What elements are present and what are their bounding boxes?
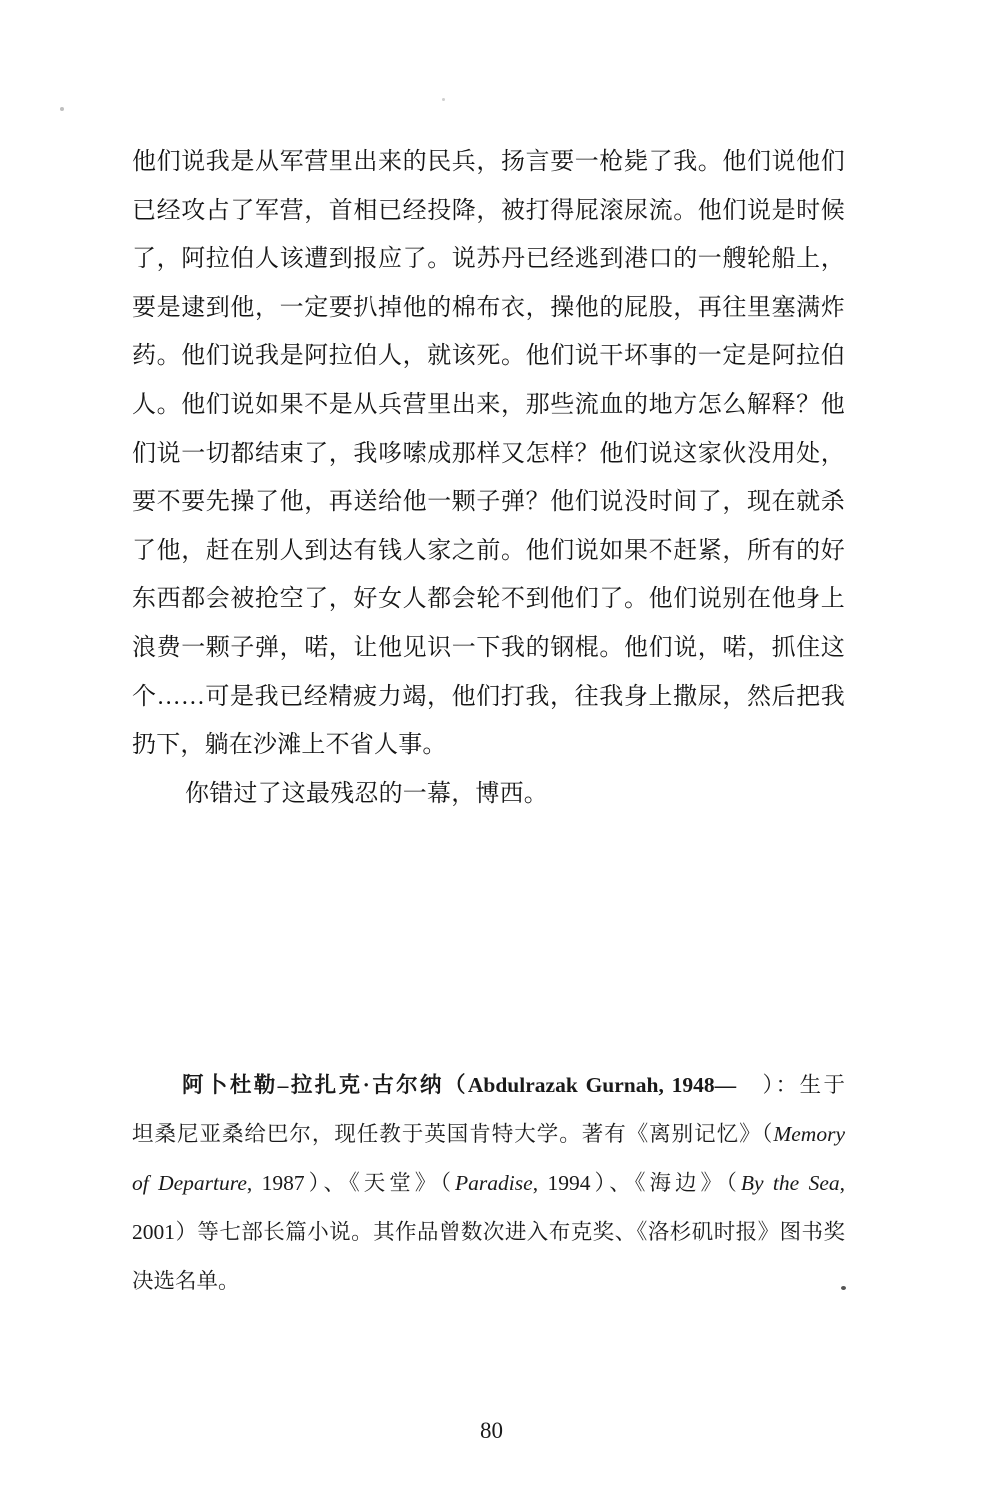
text-line: 要不要先操了他，再送给他一颗子弹？他们说没时间了，现在就杀 <box>132 489 845 516</box>
text-line: 浪费一颗子弹，喏，让他见识一下我的钢棍。他们说，喏，抓住这 <box>132 634 845 661</box>
text-line: 已经攻占了军营，首相已经投降，被打得屁滚尿流。他们说是时候 <box>132 197 845 224</box>
book-title-english: of Departure <box>132 1171 247 1195</box>
text-line: 东西都会被抢空了，好女人都会轮不到他们了。他们说别在他身上 <box>132 586 845 613</box>
page-number: 80 <box>480 1418 503 1443</box>
author-bio-block <box>132 1061 845 1306</box>
book-title-english: Paradise <box>455 1171 533 1195</box>
bio-line: 决选名单。 <box>132 1269 240 1293</box>
book-title-english: By the Sea <box>740 1171 840 1195</box>
text-line: 们说一切都结束了，我哆嗦成那样又怎样？他们说这家伙没用处， <box>132 440 845 467</box>
text-line: 了他，赶在别人到达有钱人家之前。他们说如果不赶紧，所有的好 <box>132 537 845 564</box>
text-line: 个……可是我已经精疲力竭，他们打我，往我身上撒尿，然后把我 <box>132 683 845 710</box>
text-line: 人。他们说如果不是从兵营里出来，那些流血的地方怎么解释？他 <box>132 391 845 418</box>
text-line: 扔下，躺在沙滩上不省人事。 <box>132 732 447 759</box>
bio-line <box>132 1159 845 1208</box>
closing-line: 你错过了这最残忍的一幕，博西。 <box>185 780 548 807</box>
bio-line <box>132 1061 845 1110</box>
text-line: 他们说我是从军营里出来的民兵，扬言要一枪毙了我。他们说他们 <box>132 149 845 175</box>
book-title-english: Memory <box>773 1122 845 1146</box>
bio-text-segment: , 1994）、《海边》（ <box>532 1171 741 1195</box>
bio-text-segment: , <box>839 1171 845 1195</box>
bio-line <box>132 1110 845 1159</box>
scan-speck <box>60 107 64 111</box>
bio-text-segment: ）：生于 <box>736 1073 845 1097</box>
bio-text-segment: 坦桑尼亚桑给巴尔，现任教于英国肯特大学。著有《离别记忆》（ <box>132 1122 774 1146</box>
bio-line: 2001）等七部长篇小说。其作品曾数次进入布克奖、《洛杉矶时报》图书奖 <box>132 1220 845 1244</box>
bio-text-segment: , 1987）、《天堂》（ <box>246 1171 456 1195</box>
text-line: 要是逮到他，一定要扒掉他的棉布衣，操他的屁股，再往里塞满炸 <box>132 294 845 321</box>
main-text-block <box>132 138 845 818</box>
scan-speck <box>442 98 445 101</box>
text-line: 了，阿拉伯人该遭到报应了。说苏丹已经逃到港口的一艘轮船上， <box>132 246 845 273</box>
author-name: 阿卜杜勒–拉扎克·古尔纳（Abdulrazak Gurnah, 1948— <box>182 1073 737 1097</box>
text-line: 药。他们说我是阿拉伯人，就该死。他们说干坏事的一定是阿拉伯 <box>132 343 845 370</box>
